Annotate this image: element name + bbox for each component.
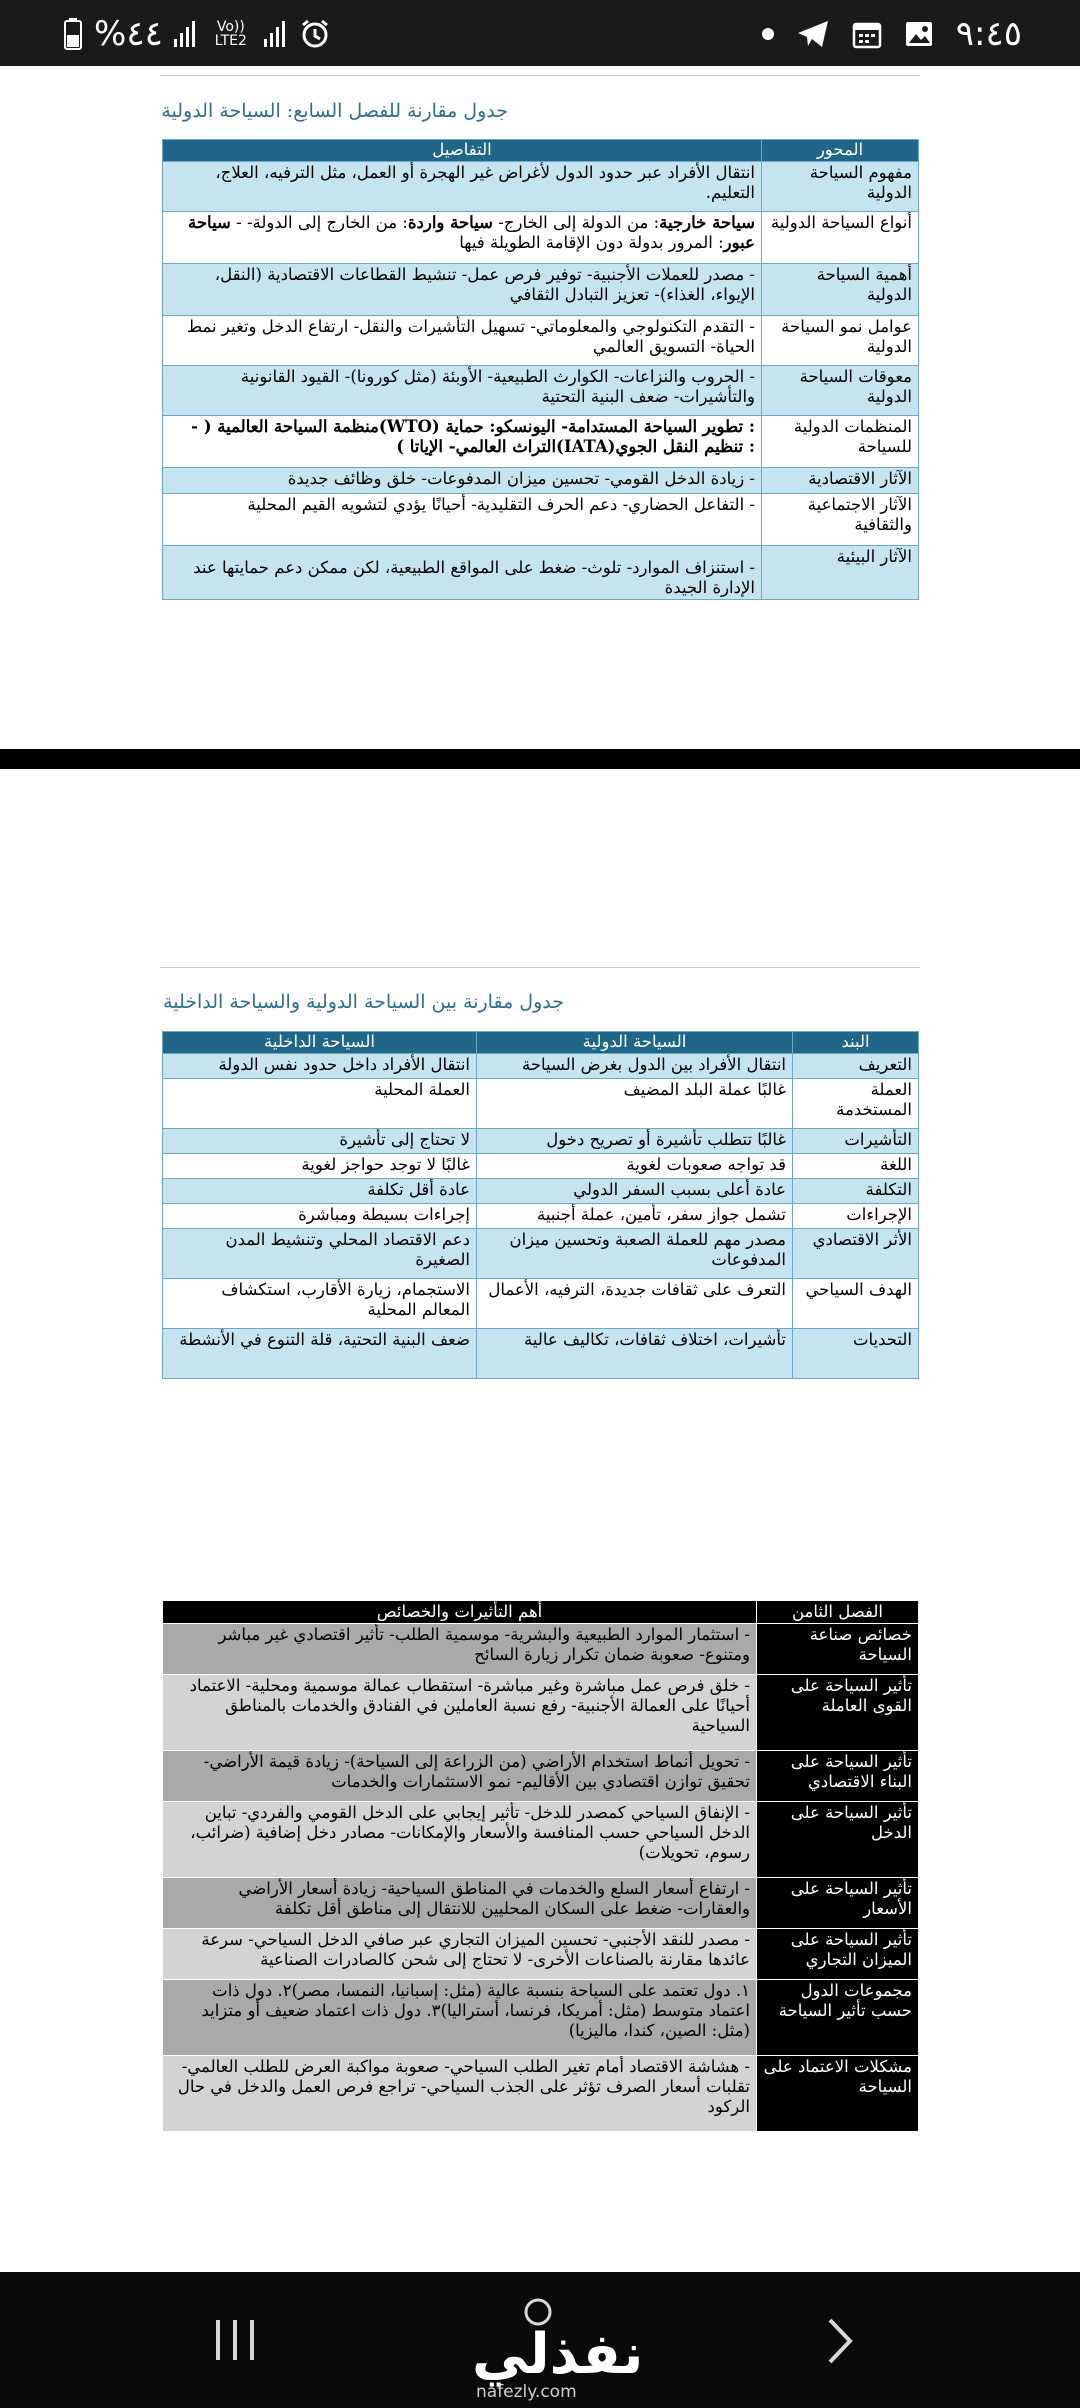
row-key: تأثير السياحة على الأسعار xyxy=(757,1878,919,1929)
status-right xyxy=(762,14,1022,54)
row-details xyxy=(163,212,762,264)
table-row xyxy=(163,1980,919,2056)
table-row xyxy=(163,1229,919,1279)
cell-intl: انتقال الأفراد بين الدول بغرض السياحة xyxy=(477,1054,793,1079)
row-details: - الحروب والنزاعات- الكوارث الطبيعية- الأوبئة (مثل كورونا)- القيود القانونية والتأشيرات- ضعف البنية التحتية xyxy=(163,366,762,416)
telegram-icon xyxy=(796,19,830,49)
table-row xyxy=(163,546,919,600)
nafezly-logo: نفذلي xyxy=(472,2322,644,2387)
recent-apps-icon xyxy=(210,2318,260,2362)
table-row xyxy=(163,1929,919,1980)
table-row xyxy=(163,1204,919,1229)
page-divider-line xyxy=(160,967,920,968)
cell-dom: دعم الاقتصاد المحلي وتنشيط المدن الصغيرة xyxy=(163,1229,477,1279)
cell-item: التحديات xyxy=(793,1329,919,1379)
row-details: - التقدم التكنولوجي والمعلوماتي- تسهيل التأشيرات والنقل- ارتفاع الدخل وتغير نمط الحياة- التسويق العالمي xyxy=(163,316,762,366)
table-row xyxy=(163,366,919,416)
row-text: ١. دول تعتمد على السياحة بنسبة عالية (مثل: إسبانيا، النمسا، مصر)٢. دول ذات اعتماد متوسط (مثل: أمريكا، فرنسا، أستراليا)٣. دول ذات اعتماد ضعيف أو متزايد (مثل: الصين، كندا، ماليزيا) xyxy=(163,1980,757,2056)
cell-item: الأثر الاقتصادي xyxy=(793,1229,919,1279)
row-key: مجموعات الدول حسب تأثير السياحة xyxy=(757,1980,919,2056)
doc2-header-dom: السياحة الداخلية xyxy=(163,1032,477,1054)
term-transit: سياحة عبور xyxy=(188,213,755,252)
table-row xyxy=(163,1054,919,1079)
row-details: - استنزاف الموارد- تلوث- ضغط على المواقع الطبيعية، لكن ممكن دعم حمايتها عند الإدارة الجيدة xyxy=(163,546,762,600)
row-key: تأثير السياحة على القوى العاملة xyxy=(757,1675,919,1751)
table-row xyxy=(163,1079,919,1129)
table-row xyxy=(163,1878,919,1929)
table-row xyxy=(163,1129,919,1154)
doc3-table xyxy=(162,1600,919,2132)
cell-intl: تأشيرات، اختلاف ثقافات، تكاليف عالية xyxy=(477,1329,793,1379)
table-row xyxy=(163,264,919,316)
row-axis: أنواع السياحة الدولية xyxy=(762,212,919,264)
cell-item: اللغة xyxy=(793,1154,919,1179)
row-key: تأثير السياحة على الميزان التجاري xyxy=(757,1929,919,1980)
table-row xyxy=(163,416,919,468)
row-axis: مفهوم السياحة الدولية xyxy=(762,162,919,212)
row-axis: عوامل نمو السياحة الدولية xyxy=(762,316,919,366)
table-row xyxy=(163,494,919,546)
doc3-header-row xyxy=(163,1601,919,1624)
row-text: - الإنفاق السياحي كمصدر للدخل- تأثير إيجابي على الدخل القومي والفردي- تباين الدخل السياحي حسب المنافسة والأسعار والإمكانات- مصادر دخل إضافية (ضرائب، رسوم، تحويلات) xyxy=(163,1802,757,1878)
org-line-1: : تطوير السياحة المستدامة- اليونسكو: حماية (WTO)منظمة السياحة العالمية ( - xyxy=(191,417,755,436)
row-axis: الآثار الاقتصادية xyxy=(762,468,919,494)
table-row xyxy=(163,1279,919,1329)
calendar-icon xyxy=(852,19,882,49)
cell-intl: غالبًا عملة البلد المضيف xyxy=(477,1079,793,1129)
cell-intl: التعرف على ثقافات جديدة، الترفيه، الأعمال xyxy=(477,1279,793,1329)
chevron-right-icon xyxy=(820,2316,860,2366)
table-row xyxy=(163,1802,919,1878)
doc1-header-details: التفاصيل xyxy=(163,140,762,162)
cell-dom: انتقال الأفراد داخل حدود نفس الدولة xyxy=(163,1054,477,1079)
doc1-title: جدول مقارنة للفصل السابع: السياحة الدولية xyxy=(161,100,508,122)
row-details: - التفاعل الحضاري- دعم الحرف التقليدية- أحيانًا يؤدي لتشويه القيم المحلية xyxy=(163,494,762,546)
battery-percent: %٤٤ xyxy=(94,14,163,54)
doc1-header-row xyxy=(163,140,919,162)
row-axis: المنظمات الدولية للسياحة xyxy=(762,416,919,468)
dot-icon xyxy=(762,28,774,40)
cell-intl: مصدر مهم للعملة الصعبة وتحسين ميزان المدفوعات xyxy=(477,1229,793,1279)
page-separator xyxy=(0,749,1080,769)
text-inbound: : من الخارج إلى الدولة- - xyxy=(230,213,408,232)
network-label: Vo)) LTE2 xyxy=(214,19,247,49)
cell-item: التعريف xyxy=(793,1054,919,1079)
table-row xyxy=(163,2056,919,2132)
row-text: - مصدر للنقد الأجنبي- تحسين الميزان التجاري عبر صافي الدخل السياحي- سرعة عائدها مقارنة بالصناعات الأخرى- لا تحتاج إلى شحن كالصادرات الصناعية xyxy=(163,1929,757,1980)
row-details: - زيادة الدخل القومي- تحسين ميزان المدفوعات- خلق وظائف جديدة xyxy=(163,468,762,494)
text-outbound: : من الدولة إلى الخارج- xyxy=(493,213,660,232)
row-key: خصائص صناعة السياحة xyxy=(757,1624,919,1675)
cell-item: الهدف السياحي xyxy=(793,1279,919,1329)
table-row xyxy=(163,316,919,366)
doc1-table xyxy=(162,139,919,600)
row-axis: أهمية السياحة الدولية xyxy=(762,264,919,316)
cell-intl: غالبًا تتطلب تأشيرة أو تصريح دخول xyxy=(477,1129,793,1154)
row-key: تأثير السياحة على البناء الاقتصادي xyxy=(757,1751,919,1802)
table-row xyxy=(163,1624,919,1675)
cell-dom: عادة أقل تكلفة xyxy=(163,1179,477,1204)
back-button[interactable] xyxy=(820,2316,860,2366)
cell-dom: إجراءات بسيطة ومباشرة xyxy=(163,1204,477,1229)
doc2-header-row xyxy=(163,1032,919,1054)
cell-dom: ضعف البنية التحتية، قلة التنوع في الأنشطة xyxy=(163,1329,477,1379)
cell-dom: لا تحتاج إلى تأشيرة xyxy=(163,1129,477,1154)
table-row xyxy=(163,1154,919,1179)
signal-icon-2 xyxy=(263,19,289,49)
row-text: - خلق فرص عمل مباشرة وغير مباشرة- استقطاب عمالة موسمية ومحلية- الاعتماد أحيانًا على العمالة الأجنبية- رفع نسبة العاملين في الفنادق والخدمات بالمناطق السياحية xyxy=(163,1675,757,1751)
term-inbound: سياحة واردة xyxy=(407,213,493,232)
row-axis: الآثار الاجتماعية والثقافية xyxy=(762,494,919,546)
battery-icon xyxy=(62,17,84,51)
row-axis: معوقات السياحة الدولية xyxy=(762,366,919,416)
row-text: - ارتفاع أسعار السلع والخدمات في المناطق السياحية- زيادة أسعار الأراضي والعقارات- ضغط على السكان المحليين للانتقال إلى مناطق أقل تكلفة xyxy=(163,1878,757,1929)
row-details: انتقال الأفراد عبر حدود الدول لأغراض غير الهجرة أو العمل، مثل الترفيه، العلاج، التعليم. xyxy=(163,162,762,212)
row-details: - مصدر للعملات الأجنبية- توفير فرص عمل- تنشيط القطاعات الاقتصادية (النقل، الإيواء، الغذاء)- تعزيز التبادل الثقافي xyxy=(163,264,762,316)
status-left xyxy=(62,14,331,54)
gallery-icon xyxy=(904,19,934,49)
doc2-table xyxy=(162,1031,919,1379)
doc3-header-chapter: الفصل الثامن xyxy=(757,1601,919,1624)
doc1-header-axis: المحور xyxy=(762,140,919,162)
cell-intl: قد تواجه صعوبات لغوية xyxy=(477,1154,793,1179)
cell-item: التكلفة xyxy=(793,1179,919,1204)
status-bar xyxy=(0,0,1080,66)
table-row xyxy=(163,212,919,264)
table-row xyxy=(163,1329,919,1379)
alarm-icon xyxy=(299,18,331,50)
table-row xyxy=(163,468,919,494)
clock-time: ٩:٤٥ xyxy=(955,14,1022,54)
cell-item: التأشيرات xyxy=(793,1129,919,1154)
row-text: - هشاشة الاقتصاد أمام تغير الطلب السياحي- صعوبة مواكبة العرض للطلب العالمي- تقلبات أسعار الصرف تؤثر على الجذب السياحي- تراجع فرص العمل والدخل في حال الركود xyxy=(163,2056,757,2132)
cell-dom: الاستجمام، زيارة الأقارب، استكشاف المعالم المحلية xyxy=(163,1279,477,1329)
row-key: مشكلات الاعتماد على السياحة xyxy=(757,2056,919,2132)
table-row xyxy=(163,1179,919,1204)
signal-icon xyxy=(173,19,199,49)
row-axis: الآثار البيئية xyxy=(762,546,919,600)
cell-dom: العملة المحلية xyxy=(163,1079,477,1129)
doc2-header-item: البند xyxy=(793,1032,919,1054)
cell-intl: تشمل جواز سفر، تأمين، عملة أجنبية xyxy=(477,1204,793,1229)
cell-item: الإجراءات xyxy=(793,1204,919,1229)
text-transit: : المرور بدولة دون الإقامة الطويلة فيها xyxy=(459,233,724,252)
row-text: - استثمار الموارد الطبيعية والبشرية- موسمية الطلب- تأثير اقتصادي غير مباشر ومتنوع- صعوبة ضمان تكرار زيارة السائح xyxy=(163,1624,757,1675)
row-details xyxy=(163,416,762,468)
cell-intl: عادة أعلى بسبب السفر الدولي xyxy=(477,1179,793,1204)
recent-apps-button[interactable] xyxy=(210,2318,260,2362)
doc3-header-effects: أهم التأثيرات والخصائص xyxy=(163,1601,757,1624)
row-key: تأثير السياحة على الدخل xyxy=(757,1802,919,1878)
table-row xyxy=(163,162,919,212)
nafezly-url: nafezly.com xyxy=(476,2382,577,2402)
term-outbound: سياحة خارجية xyxy=(659,213,755,232)
doc2-header-intl: السياحة الدولية xyxy=(477,1032,793,1054)
table-row xyxy=(163,1751,919,1802)
table-row xyxy=(163,1675,919,1751)
cell-item: العملة المستخدمة xyxy=(793,1079,919,1129)
cell-dom: غالبًا لا توجد حواجز لغوية xyxy=(163,1154,477,1179)
page-divider-line xyxy=(160,75,920,76)
row-text: - تحويل أنماط استخدام الأراضي (من الزراعة إلى السياحة)- زيادة قيمة الأراضي- تحقيق توازن اقتصادي بين الأقاليم- نمو الاستثمارات والخدمات xyxy=(163,1751,757,1802)
doc2-title: جدول مقارنة بين السياحة الدولية والسياحة الداخلية xyxy=(163,991,564,1013)
org-line-2: : تنظيم النقل الجوي(IATA)التراث العالمي- الإياتا ) xyxy=(396,437,755,456)
